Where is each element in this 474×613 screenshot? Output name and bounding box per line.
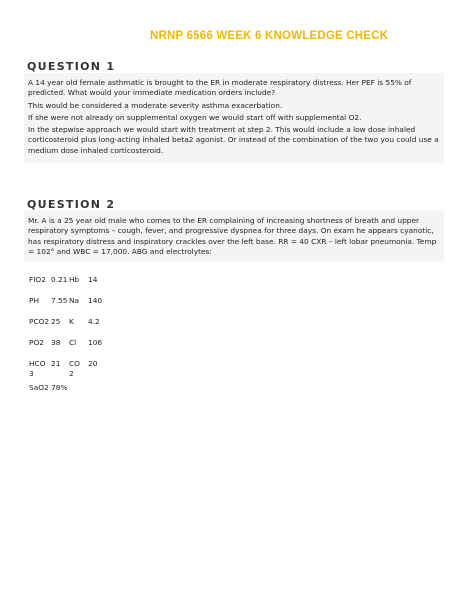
document-title: NRNP 6566 WEEK 6 KNOWLEDGE CHECK bbox=[150, 30, 389, 42]
lab-name: K bbox=[69, 317, 74, 326]
lab-values-table bbox=[29, 275, 103, 393]
lab-value: 106 bbox=[88, 338, 103, 347]
question-2-prompt: Mr. A is a 25 year old male who comes to the ER complaining of increasing shortness of breath and upper respiratory symptoms – cough, fever, and progressive dyspnea for three days. On exam he appears cyanotic, has respiratory distress and inspiratory crackles over the left base. RR = 40 CXR – left lobar pneumonia. Temp = 102° and WBC = 17,000. ABG and electrolytes: bbox=[28, 216, 437, 256]
lab-row bbox=[29, 317, 100, 338]
lab-value: 14 bbox=[88, 275, 98, 284]
lab-value: 7.55 bbox=[51, 296, 68, 305]
lab-value: 4.2 bbox=[88, 317, 100, 326]
question-1-box bbox=[24, 73, 444, 163]
lab-value: 20 bbox=[88, 359, 98, 368]
lab-name: Cl bbox=[69, 338, 77, 347]
lab-row bbox=[29, 338, 103, 359]
question-2-box bbox=[24, 211, 444, 261]
lab-name: PH bbox=[29, 296, 40, 305]
lab-value: 25 bbox=[51, 317, 61, 326]
question-1-answer-line: In the stepwise approach we would start with treatment at step 2. This would include a low dose inhaled corticosteroid plus long-acting inhaled beta2 agonist. Or instead of the combination of the two you could use a medium dose inhaled corticosteroid. bbox=[28, 125, 439, 155]
sao2-value: SaO2 78% bbox=[29, 383, 68, 392]
lab-value: 38 bbox=[51, 338, 61, 347]
lab-name: CO 2 bbox=[69, 359, 80, 378]
lab-value: 21 bbox=[51, 359, 61, 368]
lab-name: PCO2 bbox=[29, 317, 50, 326]
lab-value: 140 bbox=[88, 296, 103, 305]
question-1-heading: QUESTION 1 bbox=[27, 60, 116, 73]
lab-row bbox=[29, 275, 98, 296]
lab-name: PO2 bbox=[29, 338, 44, 347]
question-1-prompt: A 14 year old female asthmatic is brought to the ER in moderate respiratory distress. Her PEF is 55% of predicted. What would your immediate medication orders include? bbox=[28, 78, 412, 98]
lab-name: HCO 3 bbox=[29, 359, 46, 378]
lab-name: FIO2 bbox=[29, 275, 46, 284]
lab-value: 0.21 bbox=[51, 275, 68, 284]
question-1-answer-line: If she were not already on supplemental oxygen we would start off with supplemental O2. bbox=[28, 112, 362, 122]
lab-row bbox=[29, 359, 98, 383]
question-1-answer-line: This would be considered a moderate severity asthma exacerbation. bbox=[28, 100, 283, 110]
question-2-heading: QUESTION 2 bbox=[27, 198, 116, 211]
lab-row bbox=[29, 296, 103, 317]
lab-name: Hb bbox=[69, 275, 80, 284]
lab-name: Na bbox=[69, 296, 80, 305]
